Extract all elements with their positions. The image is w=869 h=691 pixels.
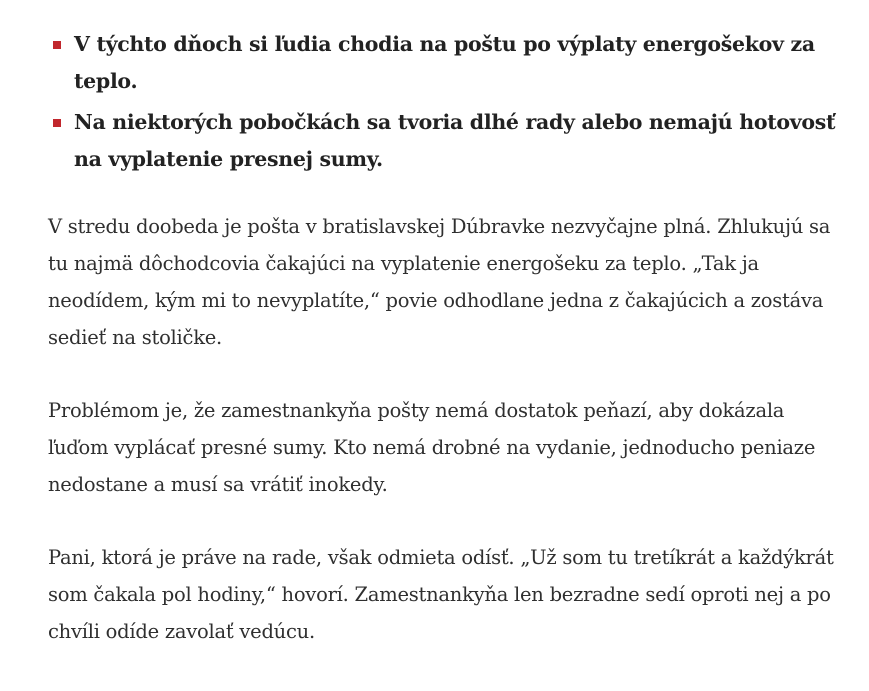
summary-bullet-item: [48, 26, 848, 100]
article-paragraph: V stredu doobeda je pošta v bratislavskej Dúbravke nezvyčajne plná. Zhlukujú sa tu najmä dôchodcovia čakajúci na vyplatenie energošeku za teplo. „Tak ja neodídem, kým mi to nevyplatíte,“ povie odhodlane jedna z čakajúcich a zostáva sedieť na stoličke.: [48, 215, 831, 349]
article-body: [48, 26, 848, 650]
bullet-square-icon: [53, 41, 61, 49]
summary-bullet-text: Na niektorých pobočkách sa tvoria dlhé rady alebo nemajú hotovosť na vyplatenie presnej sumy.: [74, 110, 836, 171]
summary-bullet-list: [48, 26, 848, 178]
article-paragraph: Pani, ktorá je práve na rade, však odmieta odísť. „Už som tu tretíkrát a každýkrát som čakala pol hodiny,“ hovorí. Zamestnankyňa len bezradne sedí oproti nej a po chvíli odíde zavolať vedúcu.: [48, 546, 834, 643]
article-paragraph: Problémom je, že zamestnankyňa pošty nemá dostatok peňazí, aby dokázala ľuďom vyplácať presné sumy. Kto nemá drobné na vydanie, jednoducho peniaze nedostane a musí sa vrátiť inokedy.: [48, 399, 816, 496]
bullet-square-icon: [53, 119, 61, 127]
summary-bullet-text: V týchto dňoch si ľudia chodia na poštu po výplaty energošekov za teplo.: [74, 32, 815, 93]
summary-bullet-item: [48, 104, 848, 178]
